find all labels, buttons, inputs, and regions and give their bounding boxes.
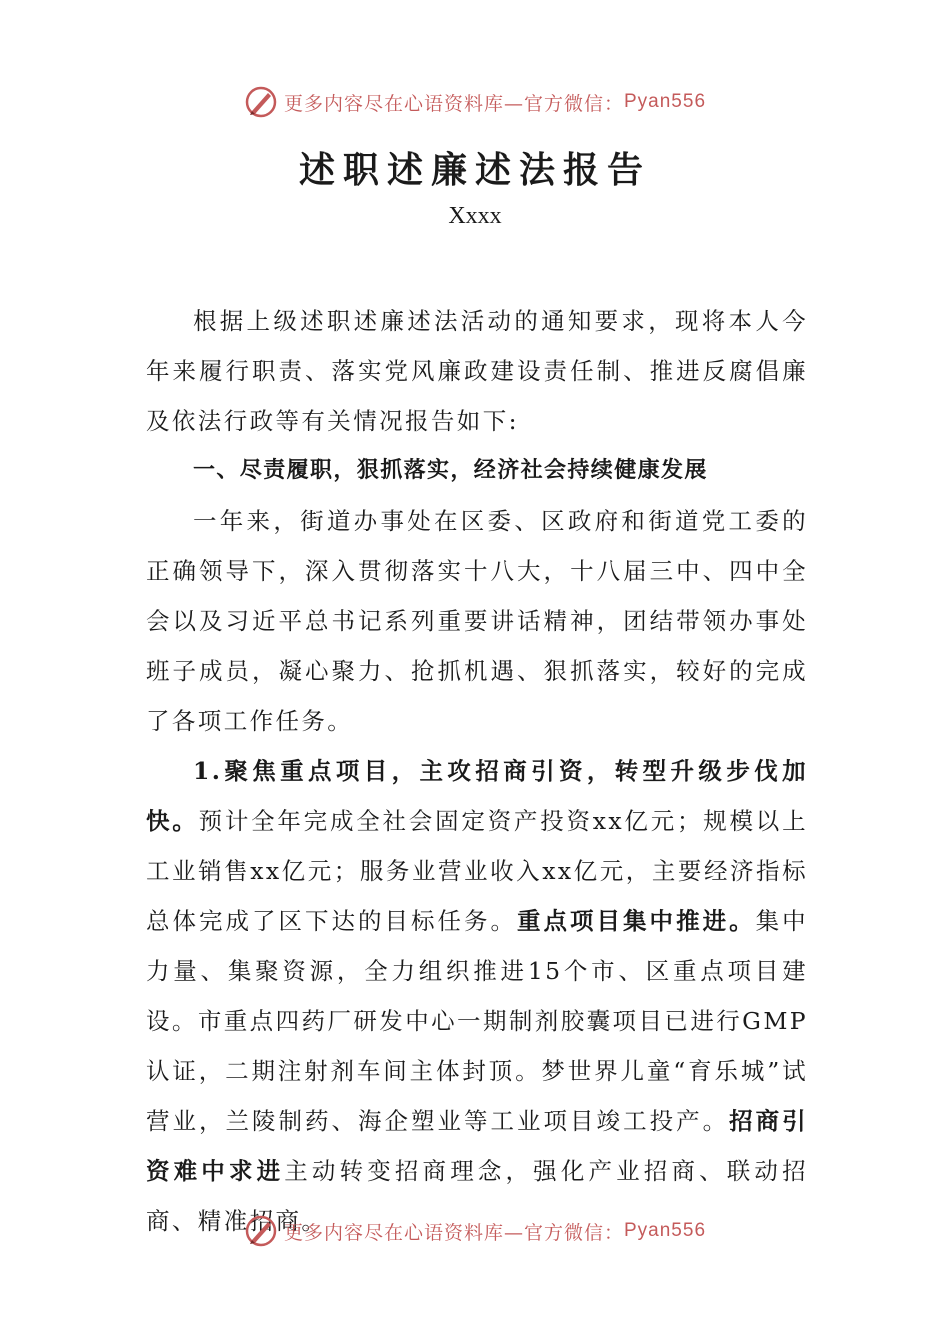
document-body <box>146 296 808 1246</box>
document-title: 述职述廉述法报告 <box>298 150 651 191</box>
watermark-text: 更多内容尽在心语资料库—官方微信： <box>283 92 624 115</box>
intro-paragraph: 根据上级述职述廉述法活动的通知要求，现将本人今年来履行职责、落实党风廉政建设责任制、推进反腐倡廉及依法行政等有关情况报告如下: <box>146 307 808 435</box>
paragraph-text: 主动转变招商理念，强化产业招商、联动招商、精准招商。 <box>146 1157 808 1235</box>
paragraph-text: 预计全年完成全社会固定资产投资xx亿元；规模以上工业销售xx亿元；服务业营业收入xx亿元，主要经济指标总体完成了区下达的目标任务。 <box>146 807 808 935</box>
document-author: Xxxx <box>448 203 502 229</box>
watermark-text: 更多内容尽在心语资料库—官方微信： <box>283 1221 624 1244</box>
section-heading: 一、尽责履职，狠抓落实，经济社会持续健康发展 <box>193 458 708 483</box>
paragraph-subheading: 重点项目集中推进。 <box>517 907 756 935</box>
watermark-wechat-id: Pyan556 <box>624 1220 707 1241</box>
paragraph-lead: 1.聚焦重点项目，主攻招商引资，转型升级步伐加快。 <box>146 757 808 835</box>
pen-logo-icon <box>244 85 278 119</box>
body-paragraph-2 <box>146 746 808 1246</box>
watermark-wechat-id: Pyan556 <box>624 91 707 112</box>
body-paragraph: 一年来，街道办事处在区委、区政府和街道党工委的正确领导下，深入贯彻落实十八大，十八届三中、四中全会以及习近平总书记系列重要讲话精神，团结带领办事处班子成员，凝心聚力、抢抓机遇、狠抓落实，较好的完成了各项工作任务。 <box>146 507 808 735</box>
watermark-footer <box>0 1211 950 1251</box>
paragraph-text: 集中力量、集聚资源，全力组织推进15个市、区重点项目建设。市重点四药厂研发中心一期制剂胶囊项目已进行GMP认证，二期注射剂车间主体封顶。梦世界儿童“育乐城”试营业，兰陵制药、海企塑业等工业项目竣工投产。 <box>146 907 808 1135</box>
pen-logo-icon <box>244 1214 278 1248</box>
paragraph-subheading: 招商引资难中求进 <box>146 1107 808 1185</box>
watermark-header <box>0 82 950 122</box>
